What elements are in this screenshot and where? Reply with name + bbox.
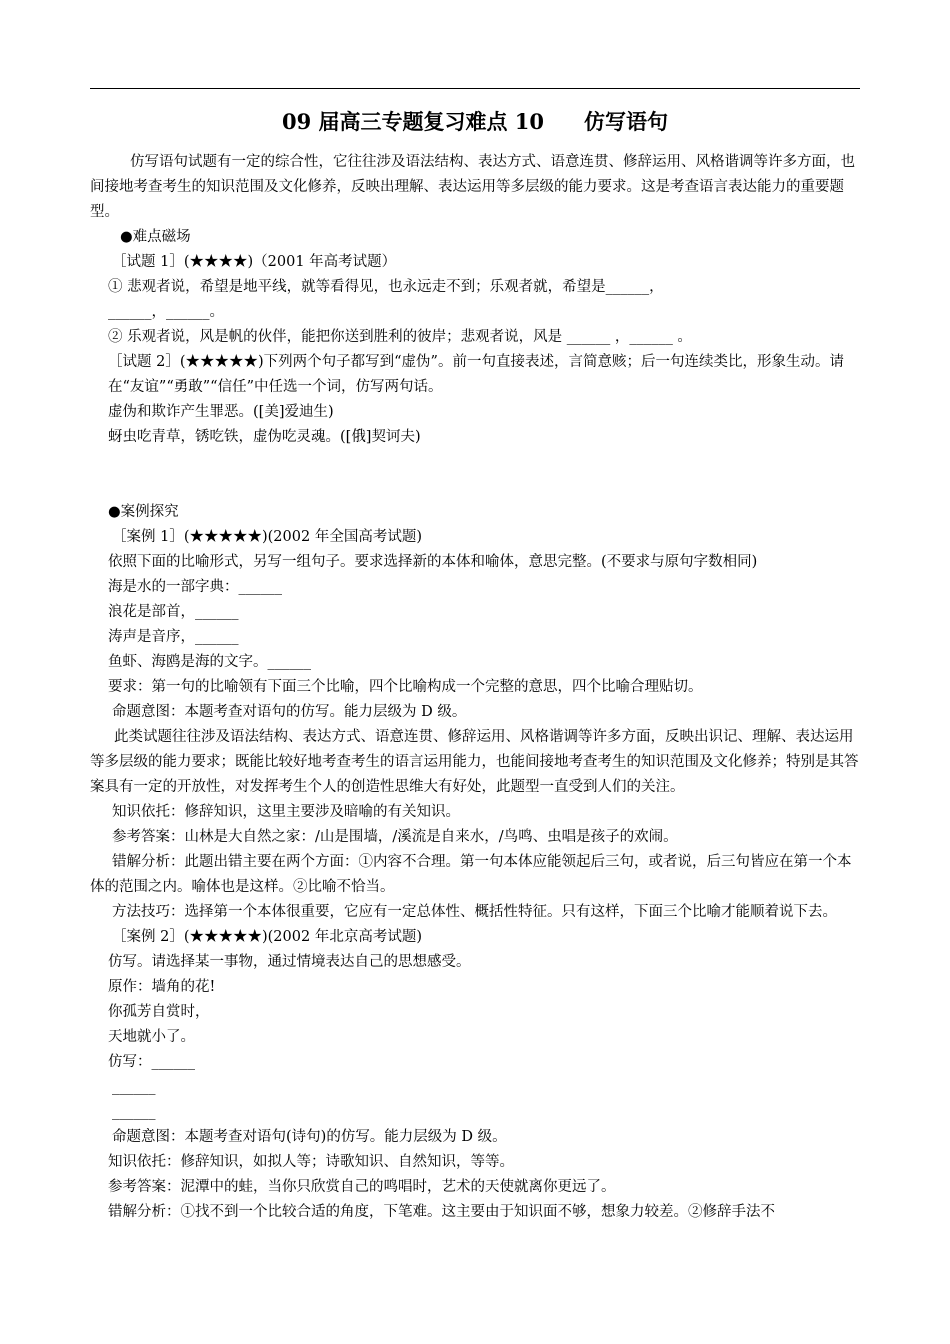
case1-line4: 鱼虾、海鸥是海的文字。______ xyxy=(108,654,311,670)
case1-line2: 浪花是部首，______ xyxy=(108,604,239,620)
case1-method: 方法技巧：选择第一个本体很重要，它应有一定总体性、概括性特征。只有这样，下面三个比喻才能顺着说下去。 xyxy=(112,904,837,920)
title-topic: 仿写语句 xyxy=(584,109,669,134)
case1-intent: 命题意图：本题考查对语句的仿写。能力层级为 D 级。 xyxy=(112,704,467,720)
question1-part1: ① 悲观者说，希望是地平线，就等看得见，也永远走不到；乐观者就，希望是______， xyxy=(108,279,664,295)
intro-paragraph: 仿写语句试题有一定的综合性，它往往涉及语法结构、表达方式、语意连贯、修辞运用、风格谐调等许多方面，也间接地考查考生的知识范围及文化修养，反映出理解、表达运用等多层级的能力要求。这是考查语言表达能力的重要题型。 xyxy=(90,154,855,220)
question2-heading: ［试题 2］(★★★★★)下列两个句子都写到“虚伪”。前一句直接表述，言简意赅；后一句连续类比，形象生动。请在“友谊”“勇敢”“信任”中任选一个词，仿写两句话。 xyxy=(108,354,844,395)
case2-error-analysis: 错解分析：①找不到一个比较合适的角度，下笔难。这主要由于知识面不够，想象力较差。②修辞手法不 xyxy=(108,1204,775,1220)
case2-line1: 原作：墙角的花! xyxy=(108,979,216,995)
question1-part2: ② 乐观者说，风是帆的伙伴，能把你送到胜利的彼岸；悲观者说，风是 ______ ，______ 。 xyxy=(108,329,692,345)
case1-analysis: 此类试题往往涉及语法结构、表达方式、语意连贯、修辞运用、风格谐调等许多方面，反映出识记、理解、表达运用等多层级的能力要求；既能比较好地考查考生的语言运用能力，也能间接地考查考生的知识范围及文化修养；特别是其答案具有一定的开放性，对发挥考生个人的创造性思维大有好处，此题型一直受到人们的关注。 xyxy=(90,729,859,795)
question1-heading: ［试题 1］(★★★★)（2001 年高考试题） xyxy=(112,254,397,270)
document-body xyxy=(90,150,860,1225)
page-title xyxy=(90,106,860,138)
title-main: 09 届高三专题复习难点 10 xyxy=(281,109,545,134)
case2-line3: 天地就小了。 xyxy=(108,1029,195,1045)
case1-question: 依照下面的比喻形式，另写一组句子。要求选择新的本体和喻体，意思完整。(不要求与原句字数相同) xyxy=(108,554,758,570)
question1-part1-blanks: ______，______。 xyxy=(108,304,224,320)
case2-line2: 你孤芳自赏时， xyxy=(108,1004,210,1020)
case1-line3: 涛声是音序，______ xyxy=(108,629,239,645)
case1-heading: ［案例 1］(★★★★★)(2002 年全国高考试题) xyxy=(112,529,422,545)
case1-error-analysis: 错解分析：此题出错主要在两个方面：①内容不合理。第一句本体应能领起后三句，或者说，后三句皆应在第一个本体的范围之内。喻体也是这样。②比喻不恰当。 xyxy=(90,854,852,895)
case1-knowledge: 知识依托：修辞知识，这里主要涉及暗喻的有关知识。 xyxy=(112,804,460,820)
case2-answer: 参考答案：泥潭中的蛙，当你只欣赏自己的鸣唱时，艺术的天使就离你更远了。 xyxy=(108,1179,616,1195)
case1-answer: 参考答案：山林是大自然之家：/山是围墙，/溪流是自来水，/鸟鸣、虫唱是孩子的欢闹。 xyxy=(112,829,678,845)
case2-line4: 仿写：______ xyxy=(108,1054,195,1070)
case2-question: 仿写。请选择某一事物，通过情境表达自己的思想感受。 xyxy=(108,954,471,970)
section-heading-cases: ●案例探究 xyxy=(108,504,179,520)
case2-blank1: ______ xyxy=(112,1079,156,1095)
case2-intent: 命题意图：本题考查对语句(诗句)的仿写。能力层级为 D 级。 xyxy=(112,1129,507,1145)
case2-knowledge: 知识依托：修辞知识，如拟人等；诗歌知识、自然知识，等等。 xyxy=(108,1154,514,1170)
case1-line1: 海是水的一部字典：______ xyxy=(108,579,282,595)
question2-example1: 虚伪和欺诈产生罪恶。([美]爱迪生) xyxy=(108,404,334,420)
case1-requirement: 要求：第一句的比喻领有下面三个比喻，四个比喻构成一个完整的意思，四个比喻合理贴切。 xyxy=(108,679,703,695)
section-heading-difficulty: ●难点磁场 xyxy=(120,229,191,245)
question2-example2: 蚜虫吃青草，锈吃铁，虚伪吃灵魂。([俄]契诃夫) xyxy=(108,429,421,445)
header-rule xyxy=(90,88,860,89)
case2-blank2: ______ xyxy=(112,1104,156,1120)
case2-heading: ［案例 2］(★★★★★)(2002 年北京高考试题) xyxy=(112,929,422,945)
